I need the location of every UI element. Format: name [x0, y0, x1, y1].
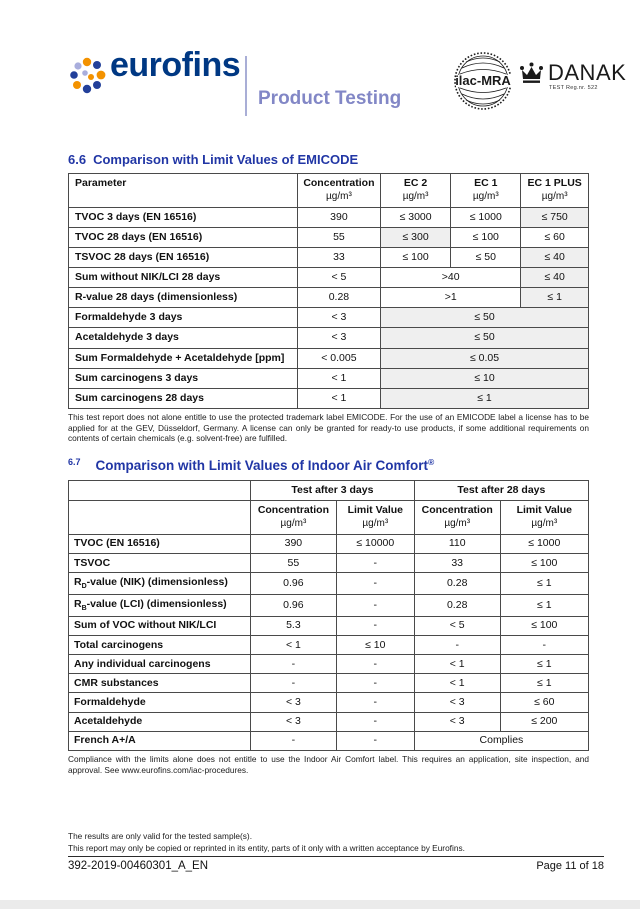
column-header-label: EC 1 PLUS — [527, 177, 582, 189]
emicode-table-row — [69, 247, 589, 267]
emicode-table-row — [69, 368, 589, 388]
report-body — [68, 152, 589, 775]
column-header-label: EC 2 — [403, 177, 428, 189]
footer-validity-note: The results are only valid for the tested sample(s). — [68, 831, 252, 841]
value-cell: ≤ 3000 — [381, 207, 451, 227]
parameter-cell: Acetaldehyde — [69, 712, 251, 731]
iac-sub-header-row — [69, 501, 589, 535]
value-cell: - — [414, 636, 500, 655]
value-cell: ≤ 1 — [381, 388, 589, 408]
parameter-cell: TVOC (EN 16516) — [69, 534, 251, 553]
parameter-cell: Acetaldehyde 3 days — [69, 328, 298, 348]
emicode-footnote: This test report does not alone entitle to use the protected trademark label EMICODE. For the use of an EMICODE label a license has to be applied for at the GEV, Düsseldorf, Germany. A license can only be granted for ready-to use products, if some additional requirements on contents of certain chemicals (e.g. solvent-free) are fulfilled. — [68, 411, 589, 444]
value-cell: - — [336, 554, 414, 573]
value-cell: - — [500, 636, 588, 655]
column-header-label: Concentration — [303, 177, 375, 189]
registered-trademark-symbol: ® — [428, 457, 435, 468]
value-cell: 33 — [297, 247, 380, 267]
iac-table-row — [69, 616, 589, 635]
iac-table-body — [69, 534, 589, 750]
value-cell: - — [251, 655, 337, 674]
value-cell: ≤ 100 — [381, 247, 451, 267]
value-cell: ≤ 50 — [381, 308, 589, 328]
column-header — [336, 501, 414, 535]
iac-table-row — [69, 693, 589, 712]
parameter-cell: $R_B$-value (LCI) (dimensionless) — [69, 595, 251, 617]
header-divider — [245, 56, 247, 116]
value-cell: Complies — [414, 731, 588, 750]
value-cell: < 1 — [297, 388, 380, 408]
value-cell: ≤ 1000 — [451, 207, 521, 227]
value-cell: 390 — [297, 207, 380, 227]
emicode-table-row — [69, 308, 589, 328]
value-cell: ≤ 100 — [500, 616, 588, 635]
value-cell: < 5 — [414, 616, 500, 635]
column-header — [414, 501, 500, 535]
danak-registration: TEST Reg.nr. 522 — [549, 85, 598, 91]
footer-rule — [68, 856, 604, 857]
value-cell: - — [336, 616, 414, 635]
iac-table-row — [69, 731, 589, 750]
emicode-table-row — [69, 388, 589, 408]
parameter-cell: Sum without NIK/LCI 28 days — [69, 268, 298, 288]
column-header — [451, 174, 521, 208]
parameter-cell: French A+/A — [69, 731, 251, 750]
ilac-mra-text: ilac-MRA — [455, 73, 511, 88]
emicode-header-row — [69, 174, 589, 208]
value-cell: < 0.005 — [297, 348, 380, 368]
value-cell: ≤ 50 — [451, 247, 521, 267]
value-cell: ≤ 10 — [381, 368, 589, 388]
value-cell: < 1 — [414, 655, 500, 674]
column-header-unit: µg/m³ — [541, 191, 568, 203]
emicode-table-row — [69, 227, 589, 247]
iac-table-row — [69, 655, 589, 674]
column-header-label: Concentration — [257, 504, 329, 517]
iac-table-row — [69, 534, 589, 553]
column-header-label: Limit Value — [516, 504, 573, 517]
value-cell: ≤ 100 — [451, 227, 521, 247]
value-cell: 55 — [251, 554, 337, 573]
column-header-unit: µg/m³ — [472, 191, 499, 203]
value-cell: ≤ 40 — [521, 268, 589, 288]
iac-table-row — [69, 712, 589, 731]
emicode-table-row — [69, 268, 589, 288]
value-cell: < 1 — [297, 368, 380, 388]
column-header-label: Parameter — [75, 177, 127, 189]
iac-table-row — [69, 595, 589, 617]
parameter-cell: CMR substances — [69, 674, 251, 693]
value-cell: < 3 — [251, 712, 337, 731]
column-header — [251, 501, 337, 535]
value-cell: 5.3 — [251, 616, 337, 635]
parameter-cell: TVOC 3 days (EN 16516) — [69, 207, 298, 227]
column-header-unit: µg/m³ — [326, 191, 352, 203]
iac-table-head — [69, 481, 589, 535]
value-cell: < 3 — [297, 308, 380, 328]
division-label: Product Testing — [258, 88, 402, 109]
value-cell: < 3 — [414, 693, 500, 712]
value-cell: < 1 — [251, 636, 337, 655]
iac-table-row — [69, 636, 589, 655]
section-heading-emicode — [68, 152, 589, 167]
value-cell: ≤ 100 — [500, 554, 588, 573]
emicode-table-row — [69, 328, 589, 348]
parameter-cell: Sum Formaldehyde + Acetaldehyde [ppm] — [69, 348, 298, 368]
value-cell: < 3 — [251, 693, 337, 712]
parameter-cell: Sum carcinogens 3 days — [69, 368, 298, 388]
emicode-table-row — [69, 207, 589, 227]
parameter-cell: Formaldehyde 3 days — [69, 308, 298, 328]
column-header-label: Concentration — [421, 504, 493, 517]
iac-footnote: Compliance with the limits alone does not entitle to use the Indoor Air Comfort label. This requires an application, site inspection, and approval. See www.eurofins.com/iac-procedures. — [68, 753, 589, 775]
eurofins-wordmark: eurofins — [110, 46, 241, 84]
value-cell: < 5 — [297, 268, 380, 288]
column-header — [297, 174, 380, 208]
column-header-label: EC 1 — [474, 177, 498, 189]
value-cell: - — [336, 573, 414, 595]
value-cell: ≤ 10000 — [336, 534, 414, 553]
iac-table-row — [69, 674, 589, 693]
emicode-comparison-table — [68, 173, 589, 409]
danak-wordmark: DANAK — [548, 60, 627, 85]
section-title: Comparison with Limit Values of Indoor Air Comfort — [95, 458, 429, 474]
value-cell: ≤ 1 — [500, 655, 588, 674]
emicode-table-row — [69, 288, 589, 308]
value-cell: - — [251, 731, 337, 750]
value-cell: - — [336, 674, 414, 693]
iac-table-row — [69, 573, 589, 595]
value-cell: ≤ 10 — [336, 636, 414, 655]
value-cell: < 3 — [297, 328, 380, 348]
section-title: Comparison with Limit Values of EMICODE — [93, 152, 359, 167]
column-header-unit: µg/m³ — [362, 518, 389, 530]
section-number: 6.6 — [68, 152, 87, 167]
danak-logo — [518, 60, 638, 91]
column-header — [381, 174, 451, 208]
parameter-cell: TVOC 28 days (EN 16516) — [69, 227, 298, 247]
footer-copy-note: This report may only be copied or reprinted in its entity, parts of it only with a written acceptance by Eurofins. — [68, 843, 465, 854]
value-cell: 110 — [414, 534, 500, 553]
column-header — [69, 174, 298, 208]
column-header-unit: µg/m³ — [444, 518, 471, 530]
value-cell: 0.28 — [297, 288, 380, 308]
value-cell: - — [336, 712, 414, 731]
value-cell: >1 — [381, 288, 521, 308]
column-header — [521, 174, 589, 208]
column-header-unit: µg/m³ — [531, 518, 558, 530]
value-cell: ≤ 40 — [521, 247, 589, 267]
value-cell: ≤ 200 — [500, 712, 588, 731]
parameter-cell: Total carcinogens — [69, 636, 251, 655]
value-cell: ≤ 0.05 — [381, 348, 589, 368]
parameter-cell: $R_D$-value (NIK) (dimensionless) — [69, 573, 251, 595]
page-bottom-edge — [0, 900, 640, 909]
parameter-cell: Formaldehyde — [69, 693, 251, 712]
column-header-label: Limit Value — [347, 504, 404, 517]
page-header — [70, 46, 627, 118]
ilac-mra-logo-icon — [452, 48, 514, 114]
emicode-table-head — [69, 174, 589, 208]
value-cell: ≤ 1 — [500, 595, 588, 617]
section-number: 6.7 — [68, 457, 81, 468]
section-heading-iac — [68, 458, 589, 473]
iac-group-header-row — [69, 481, 589, 501]
blank-header-cell — [69, 481, 251, 501]
iac-table-row — [69, 554, 589, 573]
value-cell: 0.96 — [251, 595, 337, 617]
value-cell: - — [336, 595, 414, 617]
column-header-unit: µg/m³ — [402, 191, 429, 203]
iac-comparison-table — [68, 480, 589, 751]
value-cell: ≤ 300 — [381, 227, 451, 247]
value-cell: ≤ 1 — [500, 573, 588, 595]
parameter-cell: R-value 28 days (dimensionless) — [69, 288, 298, 308]
value-cell: 55 — [297, 227, 380, 247]
value-cell: - — [251, 674, 337, 693]
value-cell: ≤ 60 — [521, 227, 589, 247]
value-cell: ≤ 1 — [521, 288, 589, 308]
value-cell: 0.28 — [414, 573, 500, 595]
value-cell: ≤ 60 — [500, 693, 588, 712]
value-cell: - — [336, 731, 414, 750]
column-header — [500, 501, 588, 535]
emicode-table-row — [69, 348, 589, 368]
emicode-table-body — [69, 207, 589, 408]
parameter-cell: TSVOC 28 days (EN 16516) — [69, 247, 298, 267]
parameter-cell: Sum carcinogens 28 days — [69, 388, 298, 408]
value-cell: ≤ 1000 — [500, 534, 588, 553]
parameter-cell: TSVOC — [69, 554, 251, 573]
value-cell: 390 — [251, 534, 337, 553]
parameter-cell: Any individual carcinogens — [69, 655, 251, 674]
value-cell: < 3 — [414, 712, 500, 731]
page-number: Page 11 of 18 — [536, 860, 604, 873]
value-cell: - — [336, 655, 414, 674]
document-number: 392-2019-00460301_A_EN — [68, 860, 209, 873]
value-cell: 33 — [414, 554, 500, 573]
group-header-cell: Test after 3 days — [251, 481, 415, 501]
value-cell: >40 — [381, 268, 521, 288]
value-cell: < 1 — [414, 674, 500, 693]
eurofins-logo-icon — [70, 54, 106, 98]
page-footer — [68, 830, 604, 872]
crown-icon — [518, 61, 545, 85]
value-cell: 0.96 — [251, 573, 337, 595]
parameter-cell: Sum of VOC without NIK/LCI — [69, 616, 251, 635]
value-cell: - — [336, 693, 414, 712]
value-cell: ≤ 50 — [381, 328, 589, 348]
column-header-unit: µg/m³ — [280, 518, 307, 530]
blank-header-cell — [69, 501, 251, 535]
group-header-cell: Test after 28 days — [414, 481, 588, 501]
value-cell: ≤ 1 — [500, 674, 588, 693]
value-cell: 0.28 — [414, 595, 500, 617]
value-cell: ≤ 750 — [521, 207, 589, 227]
